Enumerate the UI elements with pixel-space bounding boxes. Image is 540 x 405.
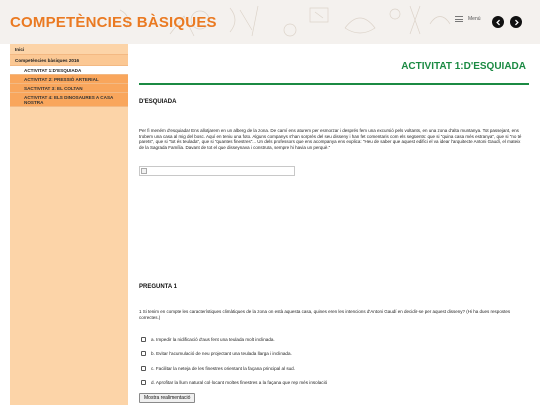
house-photo xyxy=(139,166,295,176)
previous-page-button[interactable] xyxy=(492,16,504,28)
sidebar-item-activitat-2[interactable]: ACTIVITAT 2: PRESSIÓ ARTERIAL xyxy=(10,75,128,84)
option-c[interactable] xyxy=(141,361,521,376)
activity-title: ACTIVITAT 1:D'ESQUIADA xyxy=(401,61,526,72)
intro-paragraph: Per fi meném d'esquiada! Ens allotjarem en un alberg de la zona. De camí ens aturem per esmorzar i després fem una excursió pels voltants, en una zona d'alta muntanya. Tot passejant, ens trobem una casa al mig del bosc. Aquí en teniu una foto. Alguns companys s'han sorprès del seu disseny i han fet comentaris com els següents: que si "quina casa més estranya", que si "no té parets", que si "tot és teulada", que si "quantes finestres"... Un dels professors que ens acompanya ens explica: "Heu de saber que aquest edifici el va idear l'arquitecte Antoni Gaudí, el mateix de la Sagrada Família. Davant de tot el que disseynava i construïa, sempre hi havia un perquè." xyxy=(139,128,522,150)
show-feedback-button[interactable]: Mostra realimentació xyxy=(139,393,195,403)
menu-button[interactable] xyxy=(455,16,481,22)
sidebar-nav xyxy=(10,44,128,405)
next-page-button[interactable] xyxy=(510,16,522,28)
hamburger-icon xyxy=(455,16,463,22)
chevron-left-icon xyxy=(495,19,502,26)
option-c-checkbox[interactable] xyxy=(141,366,146,371)
header-bar xyxy=(0,0,540,44)
sidebar-item-competencies-basiques-2016[interactable]: Competències bàsiques 2016 xyxy=(10,55,128,66)
chevron-right-icon xyxy=(513,19,520,26)
title-divider xyxy=(139,83,529,85)
option-b-checkbox[interactable] xyxy=(141,351,146,356)
option-b[interactable] xyxy=(141,347,521,362)
option-d-checkbox[interactable] xyxy=(141,380,146,385)
option-a-checkbox[interactable] xyxy=(141,337,146,342)
option-d-label: d. Aprofitar la llum natural col·locant moltes finestres a la façana que rep més insolació xyxy=(151,380,328,386)
question-title: PREGUNTA 1 xyxy=(139,284,178,290)
option-d[interactable] xyxy=(141,376,521,391)
option-c-label: c. Facilitar la neteja de les finestres orientant la façana principal al sud. xyxy=(151,365,296,371)
option-a[interactable] xyxy=(141,332,521,347)
sidebar-item-activitat-3[interactable]: SACTIVITAT 3: EL COLTAN xyxy=(10,84,128,93)
menu-label: Menú xyxy=(468,16,481,22)
sidebar-item-inici[interactable]: Inici xyxy=(10,44,128,55)
sidebar-item-activitat-1[interactable]: ACTIVITAT 1:D'ESQUIADA xyxy=(10,66,128,75)
section-title: D'ESQUIADA xyxy=(139,99,177,105)
question-text: 1 Si tenim en compte les característiques climàtiques de la zona on està aquesta casa, quines eren les intencions d'Antoni Gaudí en decidir-se per aquest disseny? (Hi ha dues respostes correctes.) xyxy=(139,309,511,320)
option-a-label: a. Impedir la nidificació d'aus fent una teulada molt inclinada. xyxy=(151,336,275,342)
broken-image-icon xyxy=(141,168,147,174)
app-title: COMPETÈNCIES BÀSIQUES xyxy=(10,14,217,31)
main-content xyxy=(139,44,531,405)
answer-options xyxy=(141,332,521,390)
sidebar-item-activitat-4[interactable]: ACTIVITAT 4: ELS DINOSAURES A CASA NOSTRA xyxy=(10,93,128,107)
option-b-label: b. Evitar l'acumulació de neu projectant una teulada llarga i inclinada. xyxy=(151,351,292,357)
